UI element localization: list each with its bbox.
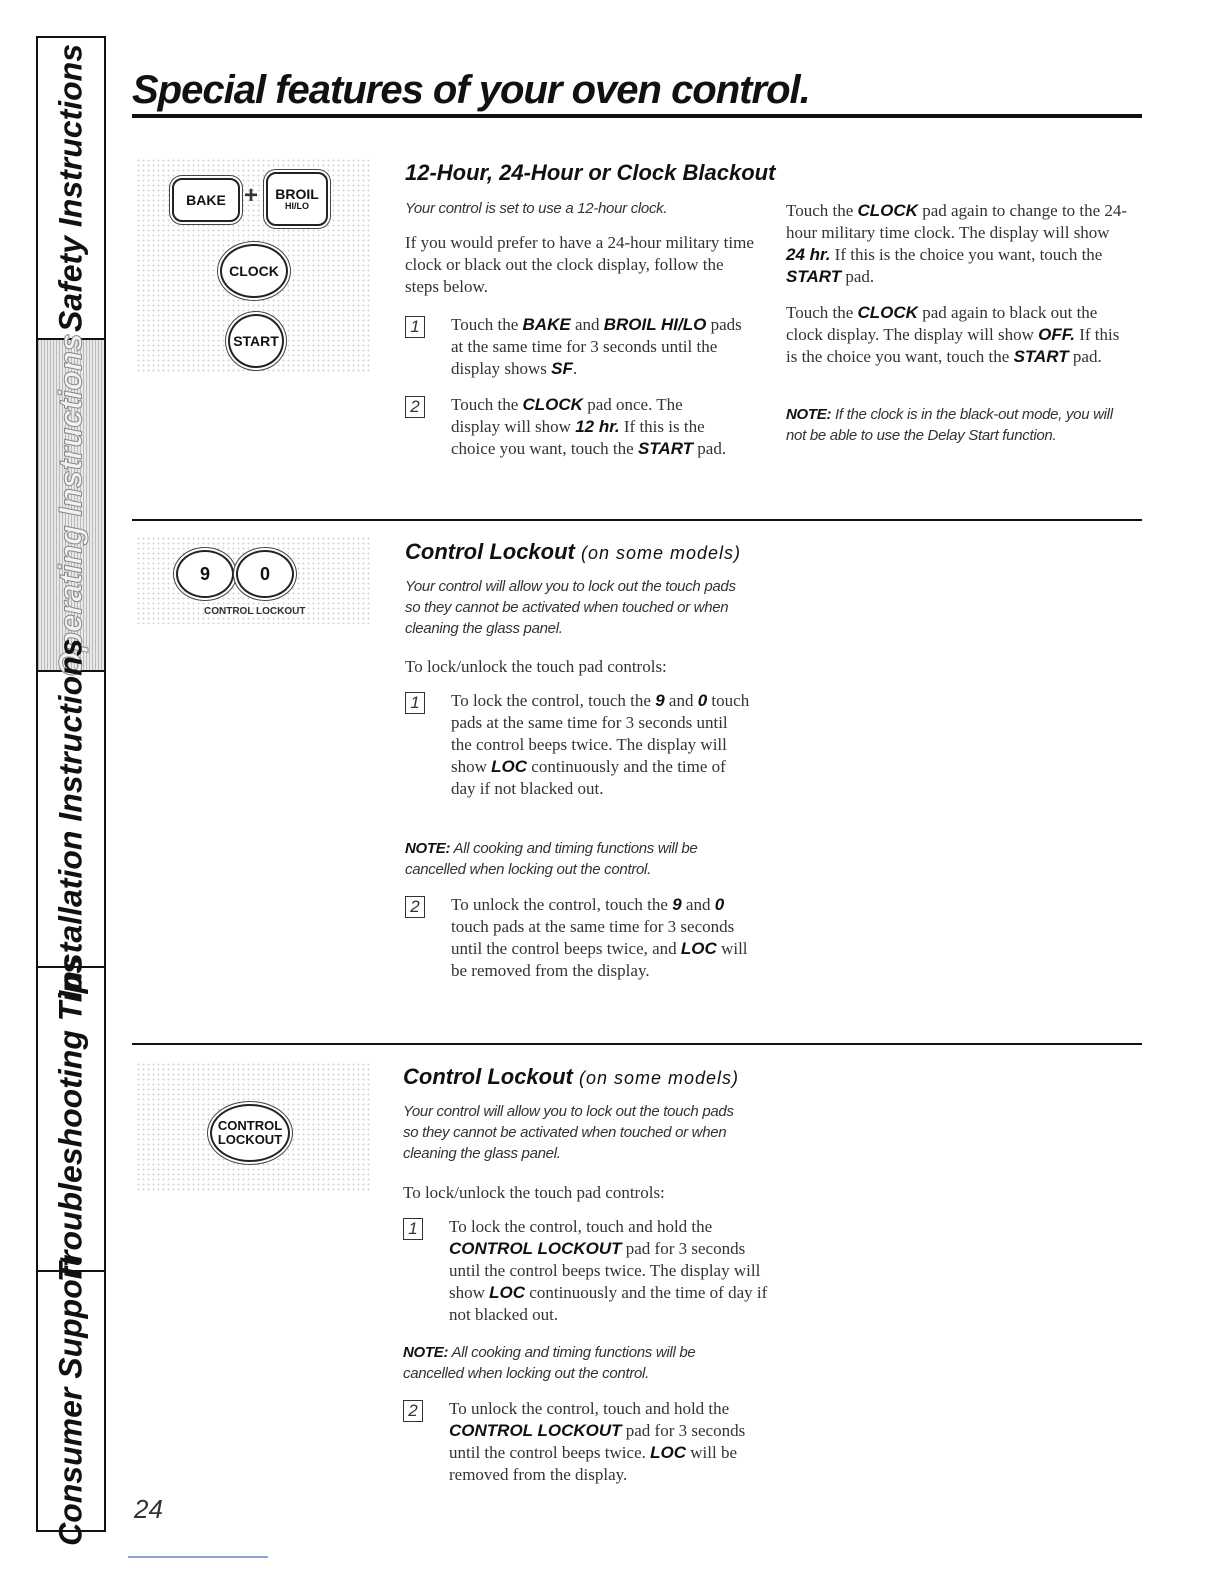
step-text: To lock the control, touch and hold the CONTROL LOCKOUT pad for 3 seconds until the control beeps twice. The display will show LOC continuously and the time of day if not blacked out.: [449, 1217, 768, 1324]
section-lead: Your control will allow you to lock out the touch pads so they cannot be activated when touched or when cleaning the glass panel.: [405, 578, 736, 637]
section-heading-sub: (on some models): [581, 543, 742, 563]
broil-hi-lo-pad: [266, 172, 328, 226]
tab-label: Consumer Support: [52, 1256, 89, 1546]
section-divider: [132, 519, 1142, 521]
start-pad: [228, 314, 284, 368]
section-heading-clock: [405, 160, 775, 186]
step-2: [405, 394, 775, 504]
footer-divider: [128, 1556, 268, 1558]
tab-label: Safety Instructions: [52, 43, 89, 333]
zero-pad-label: 0: [259, 563, 270, 584]
section-heading-text: Control Lockout: [403, 1064, 573, 1089]
step-number: 1: [405, 316, 425, 338]
step-2: [403, 1398, 783, 1490]
section-heading-text: Control Lockout: [405, 539, 575, 564]
section-intro: To lock/unlock the touch pad controls:: [405, 657, 667, 676]
step-number: 2: [405, 896, 425, 918]
control-lockout-pad: [210, 1104, 290, 1162]
step-text: To unlock the control, touch and hold the CONTROL LOCKOUT pad for 3 seconds until the control beeps twice. LOC will be removed from the display.: [449, 1399, 746, 1484]
control-lockout-keypad-illustration: [136, 1062, 372, 1192]
step-text: To lock the control, touch the 9 and 0 touch pads at the same time for 3 seconds until the control beeps twice. The display will show LOC continuously and the time of day if not blacked out.: [451, 691, 750, 798]
step-text: Touch the BAKE and BROIL HI/LO pads at the same time for 3 seconds until the display shows SF.: [451, 315, 742, 378]
zero-pad: [236, 550, 294, 598]
page-number: 24: [134, 1494, 163, 1524]
page-title: Special features of your oven control.: [132, 68, 810, 112]
lockout-note: NOTE: All cooking and timing functions will be cancelled when locking out the control.: [403, 1344, 696, 1382]
step-1: [405, 314, 775, 402]
section-heading-text: 12-Hour, 24-Hour or Clock Blackout: [405, 160, 776, 185]
tab-troubleshooting-tips[interactable]: [38, 956, 104, 1282]
clock-keypad-illustration: [136, 158, 372, 372]
tab-safety-instructions[interactable]: [38, 38, 104, 340]
clock-24hr-paragraph: Touch the CLOCK pad again to change to the 24-hour military time clock. The display will show 24 hr. If this is the choice you want, touch the START pad.: [786, 201, 1128, 286]
lockout-note: NOTE: All cooking and timing functions will be cancelled when locking out the control.: [405, 840, 698, 878]
tab-operating-instructions[interactable]: [38, 333, 104, 677]
step-1: [405, 690, 775, 826]
plus-sign: +: [244, 182, 259, 209]
sidebar-tabs: [36, 36, 106, 1546]
tab-consumer-support[interactable]: [38, 1256, 104, 1546]
step-number: 1: [403, 1218, 423, 1240]
broil-pad-sublabel: HI/LO: [285, 200, 309, 211]
control-lockout-caption: CONTROL LOCKOUT: [204, 606, 306, 617]
section-divider: [132, 1043, 1142, 1045]
section-lead: Your control is set to use a 12-hour clock.: [405, 200, 668, 217]
broil-pad-label: BROIL: [275, 185, 319, 202]
section-heading-lockout-2: [403, 1064, 739, 1090]
tab-label: Installation Instructions: [52, 638, 89, 1000]
clock-note: NOTE: If the clock is in the black-out mode, you will not be able to use the Delay Start function.: [786, 406, 1113, 444]
control-lockout-pad-label: CONTROL: [217, 1118, 283, 1134]
section-lead: Your control will allow you to lock out the touch pads so they cannot be activated when touched or when cleaning the glass panel.: [403, 1103, 734, 1162]
clock-pad: [220, 244, 288, 298]
step-2: [405, 894, 775, 1010]
step-number: 2: [403, 1400, 423, 1422]
step-number: 2: [405, 396, 425, 418]
step-text: To unlock the control, touch the 9 and 0 touch pads at the same time for 3 seconds until the control beeps twice, and LOC will be removed from the display.: [451, 895, 748, 980]
section-intro: To lock/unlock the touch pad controls:: [403, 1183, 665, 1202]
tab-label: Troubleshooting Tips: [52, 956, 89, 1282]
step-text: Touch the CLOCK pad once. The display will show 12 hr. If this is the choice you want, touch the START pad.: [451, 395, 727, 458]
bake-pad: [172, 178, 240, 222]
nine-zero-keypad-illustration: [136, 536, 372, 624]
tab-label: Operating Instructions: [52, 333, 89, 677]
clock-blackout-paragraph: Touch the CLOCK pad again to black out the clock display. The display will show OFF. If this is the choice you want, touch the START pad.: [786, 303, 1120, 366]
section-intro: If you would prefer to have a 24-hour military time clock or black out the clock display, follow the steps below.: [405, 233, 754, 296]
section-heading-lockout: [405, 539, 741, 565]
control-lockout-pad-label: LOCKOUT: [217, 1132, 283, 1147]
nine-pad: [176, 550, 234, 598]
nine-pad-label: 9: [199, 563, 210, 584]
clock-pad-label: CLOCK: [229, 262, 279, 279]
start-pad-label: START: [233, 332, 279, 349]
tab-installation-instructions[interactable]: [38, 638, 104, 1000]
title-divider: [132, 114, 1142, 118]
step-number: 1: [405, 692, 425, 714]
section-heading-sub: (on some models): [579, 1068, 740, 1088]
step-1: [403, 1216, 783, 1330]
bake-pad-label: BAKE: [186, 191, 226, 208]
